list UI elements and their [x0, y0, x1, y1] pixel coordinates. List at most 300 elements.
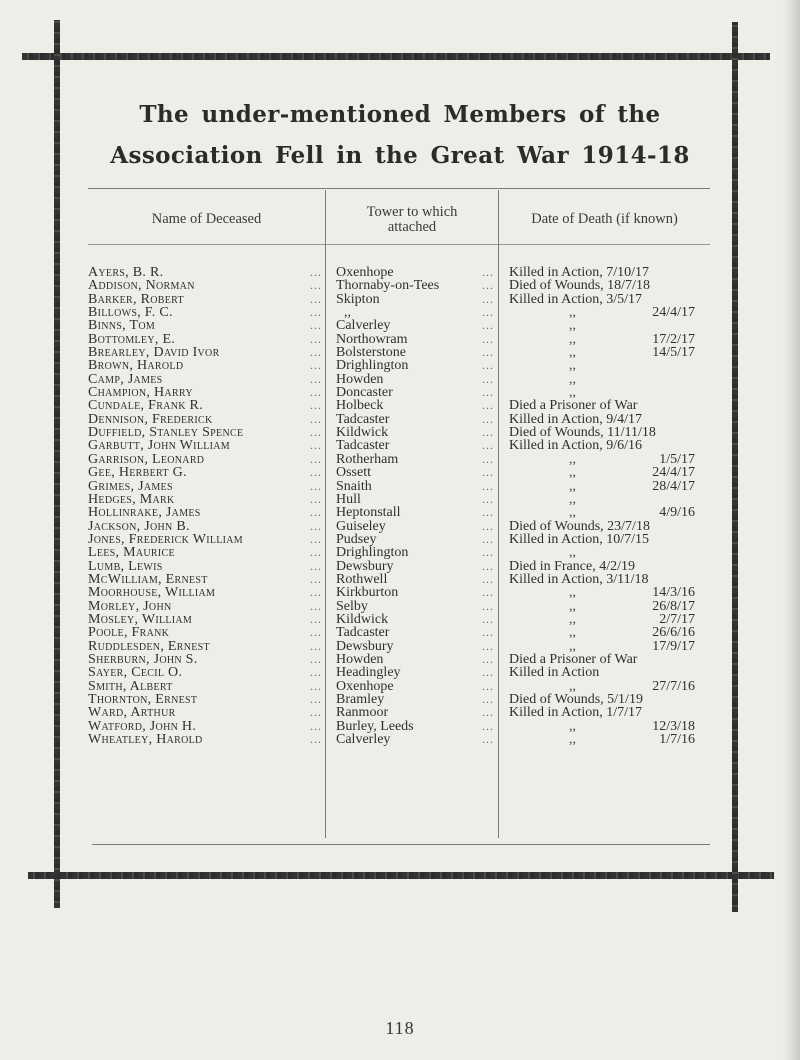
table-row-tower [336, 520, 498, 533]
table-row-tower [336, 560, 498, 573]
table-row-tower [336, 493, 498, 506]
leader-dots: ... [482, 585, 494, 600]
ditto-mark: ,, [569, 678, 576, 694]
death-cause: Killed in Action, [509, 571, 603, 587]
table-row-name [88, 613, 324, 626]
table-row-date [509, 733, 699, 746]
deceased-name: Hedges, Mark [88, 491, 175, 507]
death-date: 23/7/18 [607, 518, 650, 534]
tower-name: Snaith [336, 478, 372, 494]
table-row-date [509, 520, 699, 533]
table-top-rule [88, 188, 710, 189]
leader-dots: ... [482, 491, 494, 506]
leader-dots: ... [482, 425, 494, 440]
leader-dots: ... [482, 678, 494, 693]
leader-dots: ... [310, 611, 322, 626]
deceased-name: Jones, Frederick William [88, 531, 243, 547]
leader-dots: ... [310, 425, 322, 440]
deceased-name: Wheatley, Harold [88, 732, 203, 748]
deceased-name: Dennison, Frederick [88, 411, 213, 427]
table-row-date [509, 426, 699, 439]
table-row-date [509, 359, 699, 372]
death-date: 3/5/17 [606, 291, 642, 307]
table-row-name [88, 466, 324, 479]
table-row-tower [336, 293, 498, 306]
tower-name: Dewsbury [336, 558, 394, 574]
towers-column [336, 266, 498, 746]
leader-dots: ... [482, 411, 494, 426]
tower-name: Calverley [336, 318, 391, 334]
death-date: 4/9/16 [659, 505, 695, 521]
frame-left-rule [54, 20, 60, 908]
table-row-tower [336, 586, 498, 599]
header-date-label: Date of Death (if known) [531, 211, 678, 227]
tower-name: Howden [336, 651, 384, 667]
tower-name: Selby [336, 598, 368, 614]
header-tower [326, 205, 498, 235]
deceased-name: Addison, Norman [88, 278, 195, 294]
deceased-name: Watford, John H. [88, 718, 197, 734]
tower-name: Pudsey [336, 531, 377, 547]
tower-name: Heptonstall [336, 505, 401, 521]
tower-name: Calverley [336, 732, 391, 748]
table-row-name [88, 333, 324, 346]
ditto-mark: ,, [569, 625, 576, 641]
death-date: 18/7/18 [607, 278, 650, 294]
leader-dots: ... [482, 318, 494, 333]
tower-name: Skipton [336, 291, 380, 307]
leader-dots: ... [310, 558, 322, 573]
header-date-of-death [499, 212, 710, 227]
tower-name: Oxenhope [336, 265, 394, 280]
leader-dots: ... [310, 518, 322, 533]
deceased-name: McWilliam, Ernest [88, 571, 208, 587]
death-cause: Killed in Action, [509, 265, 603, 280]
table-row-date [509, 293, 699, 306]
tower-name: Oxenhope [336, 678, 394, 694]
deceased-name: Jackson, John B. [88, 518, 190, 534]
leader-dots: ... [482, 438, 494, 453]
table-bottom-rule [92, 844, 710, 845]
death-date: 14/5/17 [652, 345, 695, 361]
table-row-date [509, 720, 699, 733]
deceased-name: Billows, F. C. [88, 305, 173, 321]
deceased-name: Sherburn, John S. [88, 651, 198, 667]
leader-dots: ... [482, 371, 494, 386]
tower-name: Rothwell [336, 571, 388, 587]
tower-name: Doncaster [336, 385, 393, 401]
table-row-tower [336, 399, 498, 412]
deceased-name: Binns, Tom [88, 318, 156, 334]
ditto-mark: ,, [569, 385, 576, 401]
table-row-name [88, 666, 324, 679]
death-date: 24/4/17 [652, 465, 695, 481]
death-date: 3/11/18 [606, 571, 649, 587]
header-name-label: Name of Deceased [151, 211, 262, 227]
leader-dots: ... [482, 692, 494, 706]
table-row-tower [336, 720, 498, 733]
death-date: 9/6/16 [606, 438, 642, 454]
table-row-date [509, 386, 699, 399]
death-date: 12/3/18 [652, 718, 695, 734]
table-row-name [88, 359, 324, 372]
tower-name: Kildwick [336, 611, 389, 627]
leader-dots: ... [310, 265, 322, 279]
leader-dots: ... [310, 451, 322, 466]
leader-dots: ... [310, 678, 322, 693]
table-row-date [509, 480, 699, 493]
deceased-name: Brearley, David Ivor [88, 345, 220, 361]
deceased-name: Mosley, William [88, 611, 193, 627]
leader-dots: ... [310, 545, 322, 560]
leader-dots: ... [482, 398, 494, 413]
leader-dots: ... [482, 305, 494, 320]
leader-dots: ... [310, 411, 322, 426]
table-row-date [509, 266, 699, 279]
table-row-name [88, 399, 324, 412]
death-cause: Killed in Action, [509, 291, 603, 307]
deceased-name: Ayers, B. R. [88, 265, 164, 280]
table-row-name [88, 693, 324, 706]
death-cause: Died in France, [509, 558, 596, 574]
table-row-date [509, 333, 699, 346]
deceased-name: Duffield, Stanley Spence [88, 425, 244, 441]
leader-dots: ... [482, 358, 494, 373]
table-row-tower [336, 600, 498, 613]
ditto-mark: ,, [569, 465, 576, 481]
leader-dots: ... [310, 638, 322, 653]
table-row-date [509, 666, 699, 679]
table-row-name [88, 653, 324, 666]
ditto-mark: ,, [569, 732, 576, 748]
table-row-date [509, 680, 699, 693]
deceased-name: Moorhouse, William [88, 585, 216, 601]
death-cause: Died a Prisoner of War [509, 651, 638, 667]
death-date: 26/6/16 [652, 625, 695, 641]
table-row-name [88, 626, 324, 639]
leader-dots: ... [310, 385, 322, 400]
tower-name: Burley, Leeds [336, 718, 414, 734]
death-cause: Died of Wounds, [509, 278, 604, 294]
table-row-tower [336, 480, 498, 493]
tower-name: Rotherham [336, 451, 399, 467]
leader-dots: ... [310, 705, 322, 720]
ditto-mark: ,, [569, 318, 576, 334]
ditto-mark: ,, [569, 638, 576, 654]
ditto-mark: ,, [569, 305, 576, 321]
table-row-name [88, 413, 324, 426]
title-line-1: The under-mentioned Members of the [139, 101, 661, 128]
column-divider-1 [325, 190, 326, 838]
table-row-date [509, 506, 699, 519]
table-row-name [88, 680, 324, 693]
table-row-date [509, 626, 699, 639]
table-row-tower [336, 546, 498, 559]
leader-dots: ... [482, 558, 494, 573]
leader-dots: ... [310, 732, 322, 747]
table-row-tower [336, 413, 498, 426]
leader-dots: ... [310, 438, 322, 453]
table-row-date [509, 706, 699, 719]
table-row-tower [336, 306, 498, 319]
table-row-tower [336, 640, 498, 653]
leader-dots: ... [310, 371, 322, 386]
table-row-date [509, 279, 699, 292]
deceased-name: Morley, John [88, 598, 172, 614]
deceased-name: Gee, Herbert G. [88, 465, 187, 481]
deceased-name: Champion, Harry [88, 385, 193, 401]
table-row-name [88, 319, 324, 332]
leader-dots: ... [482, 278, 494, 293]
death-date: 28/4/17 [652, 478, 695, 494]
deceased-name: Ward, Arthur [88, 705, 176, 721]
deceased-name: Barker, Robert [88, 291, 184, 307]
frame-right-rule [732, 22, 738, 912]
tower-name: Ossett [336, 465, 371, 481]
leader-dots: ... [482, 505, 494, 520]
death-cause: Killed in Action, [509, 531, 603, 547]
header-tower-line-2: attached [387, 219, 437, 235]
table-row-name [88, 573, 324, 586]
tower-name: Northowram [336, 331, 408, 347]
tower-name: Hull [336, 491, 361, 507]
tower-name: Ranmoor [336, 705, 389, 721]
leader-dots: ... [482, 732, 494, 747]
table-row-tower [336, 279, 498, 292]
table-row-date [509, 546, 699, 559]
table-row-name [88, 480, 324, 493]
deceased-name: Camp, James [88, 371, 163, 387]
leader-dots: ... [482, 705, 494, 720]
table-row-name [88, 706, 324, 719]
table-row-tower [336, 706, 498, 719]
table-row-date [509, 373, 699, 386]
leader-dots: ... [482, 545, 494, 560]
deceased-name: Garbutt, John William [88, 438, 230, 454]
leader-dots: ... [310, 625, 322, 640]
page-number: 118 [385, 1018, 415, 1038]
table-row-tower [336, 466, 498, 479]
leader-dots: ... [310, 278, 322, 293]
ditto-mark: ,, [569, 331, 576, 347]
leader-dots: ... [310, 665, 322, 680]
tower-name: Headingley [336, 665, 401, 681]
table-row-date [509, 346, 699, 359]
leader-dots: ... [310, 718, 322, 733]
leader-dots: ... [482, 571, 494, 586]
leader-dots: ... [310, 531, 322, 546]
table-row-date [509, 586, 699, 599]
deceased-name: Ruddlesden, Ernest [88, 638, 210, 654]
tower-name: Drighlington [336, 545, 409, 561]
tower-name: Tadcaster [336, 438, 390, 454]
ditto-mark: ,, [569, 491, 576, 507]
table-row-name [88, 720, 324, 733]
tower-name: Thornaby-on-Tees [336, 278, 440, 294]
table-row-name [88, 640, 324, 653]
table-row-name [88, 373, 324, 386]
tower-name: Tadcaster [336, 625, 390, 641]
leader-dots: ... [482, 531, 494, 546]
deceased-name: Grimes, James [88, 478, 173, 494]
table-row-date [509, 640, 699, 653]
leader-dots: ... [310, 358, 322, 373]
table-row-date [509, 399, 699, 412]
table-row-date [509, 653, 699, 666]
leader-dots: ... [310, 505, 322, 520]
leader-dots: ... [482, 478, 494, 493]
leader-dots: ... [482, 465, 494, 480]
table-row-name [88, 520, 324, 533]
table-row-name [88, 560, 324, 573]
death-cause: Killed in Action [509, 665, 600, 681]
table-row-tower [336, 626, 498, 639]
table-row-date [509, 533, 699, 546]
death-date: 1/7/16 [659, 732, 695, 748]
table-row-name [88, 279, 324, 292]
names-column [88, 266, 324, 746]
page-edge-shadow [782, 0, 800, 1060]
table-row-tower [336, 453, 498, 466]
leader-dots: ... [482, 638, 494, 653]
ditto-mark: ,, [569, 451, 576, 467]
table-row-date [509, 493, 699, 506]
leader-dots: ... [310, 585, 322, 600]
tower-name: Bramley [336, 692, 385, 707]
table-row-name [88, 346, 324, 359]
death-date: 1/5/17 [659, 451, 695, 467]
death-cause: Died of Wounds, [509, 692, 604, 707]
death-date: 4/2/19 [599, 558, 635, 574]
leader-dots: ... [310, 571, 322, 586]
death-date: 1/7/17 [606, 705, 642, 721]
table-row-name [88, 586, 324, 599]
death-date: 27/7/16 [652, 678, 695, 694]
leader-dots: ... [482, 345, 494, 360]
table-row-tower [336, 506, 498, 519]
death-cause: Died of Wounds, [509, 518, 604, 534]
tower-name: Holbeck [336, 398, 384, 414]
leader-dots: ... [310, 651, 322, 666]
leader-dots: ... [310, 318, 322, 333]
table-row-tower [336, 613, 498, 626]
leader-dots: ... [482, 665, 494, 680]
leader-dots: ... [482, 718, 494, 733]
table-row-date [509, 613, 699, 626]
deceased-name: Lees, Maurice [88, 545, 175, 561]
table-row-date [509, 693, 699, 706]
table-row-date [509, 466, 699, 479]
leader-dots: ... [482, 518, 494, 533]
death-cause: Killed in Action, [509, 438, 603, 454]
deceased-name: Bottomley, E. [88, 331, 176, 347]
frame-bottom-rule [28, 872, 774, 879]
leader-dots: ... [482, 291, 494, 306]
ditto-mark: ,, [569, 478, 576, 494]
death-date: 26/8/17 [652, 598, 695, 614]
table-row-name [88, 439, 324, 452]
table-row-name [88, 306, 324, 319]
death-date: 9/4/17 [606, 411, 642, 427]
death-cause: Killed in Action, [509, 705, 603, 721]
ditto-mark: ,, [569, 345, 576, 361]
tower-name: Tadcaster [336, 411, 390, 427]
header-name-of-deceased [88, 212, 325, 227]
leader-dots: ... [310, 491, 322, 506]
ditto-mark: ,, [569, 358, 576, 374]
tower-name: Guiseley [336, 518, 386, 534]
death-cause: Died of Wounds, [509, 425, 604, 441]
table-row-name [88, 546, 324, 559]
frame-top-rule [22, 53, 770, 60]
leader-dots: ... [482, 331, 494, 346]
leader-dots: ... [482, 385, 494, 400]
table-row-date [509, 453, 699, 466]
leader-dots: ... [482, 611, 494, 626]
deceased-name: Smith, Albert [88, 678, 173, 694]
table-row-date [509, 413, 699, 426]
table-row-date [509, 600, 699, 613]
death-date: 5/1/19 [607, 692, 643, 707]
leader-dots: ... [310, 345, 322, 360]
tower-name: Kildwick [336, 425, 389, 441]
table-row-name [88, 493, 324, 506]
leader-dots: ... [310, 398, 322, 413]
table-row-date [509, 439, 699, 452]
death-date: 11/11/18 [607, 425, 656, 441]
deceased-name: Garrison, Leonard [88, 451, 205, 467]
table-row-tower [336, 680, 498, 693]
deceased-name: Thornton, Ernest [88, 692, 198, 707]
tower-name: Drighlington [336, 358, 409, 374]
leader-dots: ... [310, 692, 322, 706]
dates-column [509, 266, 699, 746]
death-date: 24/4/17 [652, 305, 695, 321]
ditto-mark: ,, [569, 611, 576, 627]
death-date: 14/3/16 [652, 585, 695, 601]
table-row-tower [336, 319, 498, 332]
table-row-tower [336, 346, 498, 359]
deceased-name: Brown, Harold [88, 358, 184, 374]
table-row-tower [336, 573, 498, 586]
ditto-mark: ,, [569, 585, 576, 601]
table-row-name [88, 453, 324, 466]
table-row-name [88, 386, 324, 399]
death-date: 17/2/17 [652, 331, 695, 347]
table-row-date [509, 560, 699, 573]
ditto-mark: ,, [569, 545, 576, 561]
table-row-tower [336, 666, 498, 679]
table-row-name [88, 600, 324, 613]
table-row-name [88, 506, 324, 519]
table-row-tower [336, 333, 498, 346]
deceased-name: Cundale, Frank R. [88, 398, 204, 414]
leader-dots: ... [310, 291, 322, 306]
ditto-mark: ,, [569, 505, 576, 521]
leader-dots: ... [310, 478, 322, 493]
deceased-name: Sayer, Cecil O. [88, 665, 183, 681]
table-row-tower [336, 426, 498, 439]
tower-name: ,, [344, 305, 351, 321]
tower-name: Bolsterstone [336, 345, 406, 361]
table-row-name [88, 426, 324, 439]
deceased-name: Poole, Frank [88, 625, 170, 641]
death-cause: Killed in Action, [509, 411, 603, 427]
leader-dots: ... [310, 598, 322, 613]
table-row-name [88, 533, 324, 546]
page-title [80, 94, 720, 176]
death-cause: Died a Prisoner of War [509, 398, 638, 414]
